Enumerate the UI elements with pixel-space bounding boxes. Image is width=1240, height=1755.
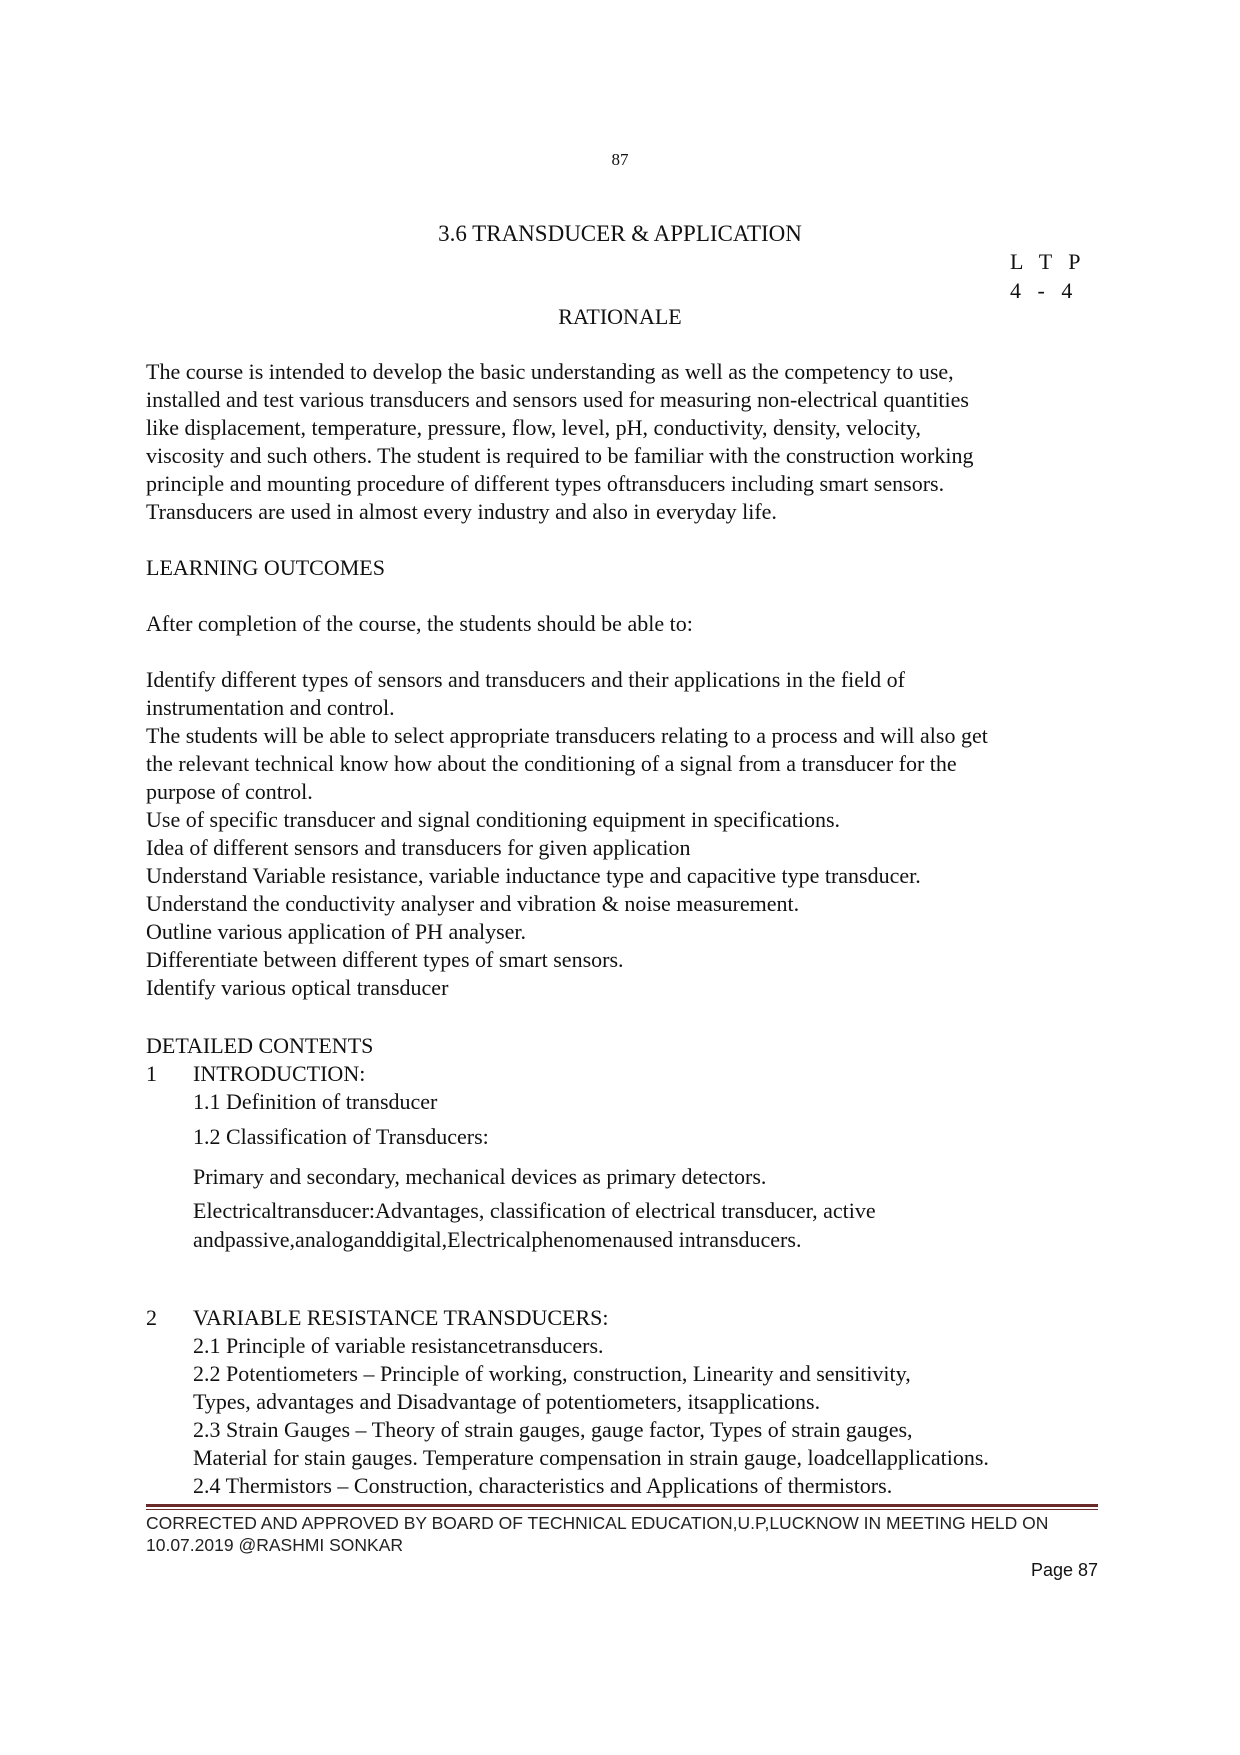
item-1-1: 1.1 Definition of transducer <box>193 1089 438 1114</box>
outcome-line: purpose of control. <box>146 779 313 804</box>
learning-outcomes-list <box>146 666 1106 1002</box>
course-title: 3.6 TRANSDUCER & APPLICATION <box>438 221 802 246</box>
outcome-line: Idea of different sensors and transducers for given application <box>146 835 691 860</box>
unit-1-text-1: Primary and secondary, mechanical devices as primary detectors. <box>193 1164 767 1189</box>
learning-outcomes-heading: LEARNING OUTCOMES <box>146 555 385 580</box>
unit-2-line: 2.2 Potentiometers – Principle of working, construction, Linearity and sensitivity, <box>193 1361 911 1386</box>
unit-2-items <box>193 1332 1093 1500</box>
rationale-line: viscosity and such others. The student is required to be familiar with the construction working <box>146 443 974 468</box>
footer-approval-text <box>146 1512 1048 1556</box>
rationale-paragraph <box>146 358 1106 526</box>
unit-2-line: 2.1 Principle of variable resistancetransducers. <box>193 1333 604 1358</box>
unit-2-title: VARIABLE RESISTANCE TRANSDUCERS: <box>193 1305 609 1330</box>
unit-2-line: 2.3 Strain Gauges – Theory of strain gauges, gauge factor, Types of strain gauges, <box>193 1417 913 1442</box>
footer-rule-thin <box>146 1509 1098 1510</box>
outcome-line: Differentiate between different types of smart sensors. <box>146 947 624 972</box>
unit-2-number: 2 <box>146 1305 157 1330</box>
outcome-line: Identify different types of sensors and transducers and their applications in the field of <box>146 667 905 692</box>
unit-2-line: 2.4 Thermistors – Construction, characteristics and Applications of thermistors. <box>193 1473 893 1498</box>
footer-line: 10.07.2019 @RASHMI SONKAR <box>146 1535 404 1555</box>
unit-2-line: Types, advantages and Disadvantage of potentiometers, itsapplications. <box>193 1389 821 1414</box>
item-1-2: 1.2 Classification of Transducers: <box>193 1124 489 1149</box>
rationale-line: like displacement, temperature, pressure, flow, level, pH, conductivity, density, velocity, <box>146 415 922 440</box>
ltp-values: 4 - 4 <box>1010 278 1073 303</box>
unit-1-number: 1 <box>146 1061 157 1086</box>
detailed-contents-heading: DETAILED CONTENTS <box>146 1033 374 1058</box>
rationale-line: principle and mounting procedure of different types oftransducers including smart sensors. <box>146 471 945 496</box>
unit-1-title: INTRODUCTION: <box>193 1061 366 1086</box>
unit-2-line: Material for stain gauges. Temperature compensation in strain gauge, loadcellapplications. <box>193 1445 989 1470</box>
unit-1-text-2b: andpassive,analoganddigital,Electricalphenomenaused intransducers. <box>193 1227 802 1252</box>
rationale-line: The course is intended to develop the basic understanding as well as the competency to use, <box>146 359 954 384</box>
outcome-line: Understand the conductivity analyser and vibration & noise measurement. <box>146 891 800 916</box>
outcome-line: instrumentation and control. <box>146 695 395 720</box>
footer-page-number: Page 87 <box>1030 1560 1098 1580</box>
learning-outcomes-intro: After completion of the course, the students should be able to: <box>146 611 693 636</box>
outcome-line: Identify various optical transducer <box>146 975 449 1000</box>
outcome-line: Understand Variable resistance, variable inductance type and capacitive type transducer. <box>146 863 921 888</box>
outcome-line: the relevant technical know how about the conditioning of a signal from a transducer for the <box>146 751 957 776</box>
footer-line: CORRECTED AND APPROVED BY BOARD OF TECHNICAL EDUCATION,U.P,LUCKNOW IN MEETING HELD ON <box>146 1513 1049 1533</box>
rationale-line: installed and test various transducers and sensors used for measuring non-electrical quantities <box>146 387 969 412</box>
outcome-line: Use of specific transducer and signal conditioning equipment in specifications. <box>146 807 841 832</box>
rationale-line: Transducers are used in almost every industry and also in everyday life. <box>146 499 777 524</box>
unit-1-text-2a: Electricaltransducer:Advantages, classification of electrical transducer, active <box>193 1198 876 1223</box>
footer-rule-thick <box>146 1504 1098 1507</box>
rationale-heading: RATIONALE <box>558 304 682 329</box>
outcome-line: The students will be able to select appropriate transducers relating to a process and will also get <box>146 723 988 748</box>
page-number-top: 87 <box>611 150 629 169</box>
outcome-line: Outline various application of PH analyser. <box>146 919 527 944</box>
ltp-labels: L T P <box>1010 249 1081 274</box>
